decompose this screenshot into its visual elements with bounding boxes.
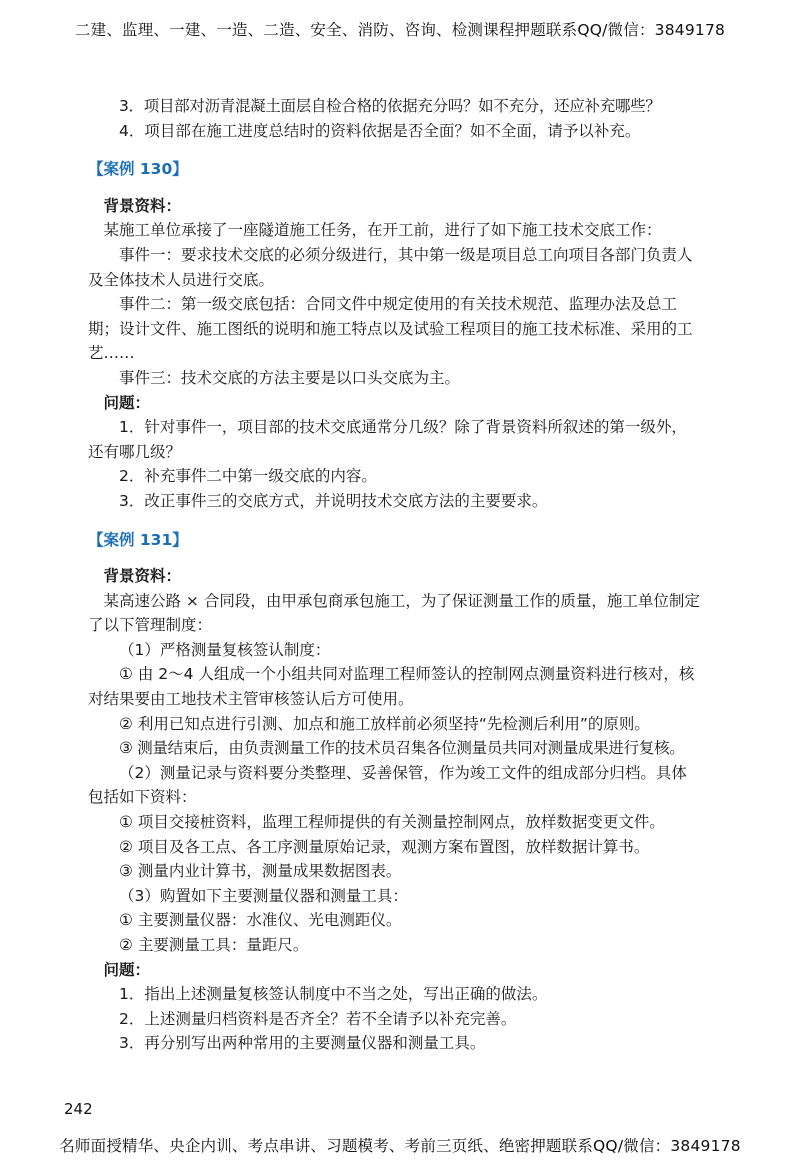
case-130-question-1: 1．针对事件一，项目部的技术交底通常分几级？除了背景资料所叙述的第一级外，还有哪几级？ <box>88 418 687 461</box>
case-130-intro: 某施工单位承接了一座隧道施工任务，在开工前，进行了如下施工技术交底工作： <box>103 221 662 240</box>
case-131-background-label: 背景资料： <box>103 567 182 586</box>
case-130-questions-label: 问题： <box>103 393 151 412</box>
case-131-s2-item-1: ① 项目交接桩资料，监理工程师提供的有关测量控制网点，放样数据变更文件。 <box>119 813 665 832</box>
page-content <box>88 94 700 1056</box>
case-131-s3-item-2: ② 主要测量工具：量距尺。 <box>119 936 309 954</box>
case-130-question-3: 3．改正事件三的交底方式，并说明技术交底方法的主要要求。 <box>119 491 548 510</box>
case-131-s2-item-3: ③ 测量内业计算书，测量成果数据图表。 <box>119 862 402 881</box>
case-131-question-1: 1．指出上述测量复核签认制度中不当之处，写出正确的做法。 <box>119 985 548 1004</box>
case-131-s1-item-1: ① 由 2～4 人组成一个小组共同对监理工程师签认的控制网点测量资料进行核对，核对结果要由工地技术主管审核签认后方可使用。 <box>88 665 695 709</box>
case-131-section-3: （3）购置如下主要测量仪器和测量工具： <box>119 886 408 905</box>
case-130-title: 【案例 130】 <box>88 160 188 179</box>
case-131-questions-label: 问题： <box>103 960 151 979</box>
header-banner: 二建、监理、一建、一造、二造、安全、消防、咨询、检测课程押题联系QQ/微信：3849178 <box>74 21 726 39</box>
case-131-question-2: 2．上述测量归档资料是否齐全？若不全请予以补充完善。 <box>119 1009 517 1028</box>
case-131-section-2: （2）测量记录与资料要分类整理、妥善保管，作为竣工文件的组成部分归档。具体包括如下资料： <box>88 763 687 807</box>
case-130-event-2: 事件二：第一级交底包括：合同文件中规定使用的有关技术规范、监理办法及总工期；设计文件、施工图纸的说明和施工特点以及试验工程项目的施工技术标准、采用的工艺…… <box>88 295 693 363</box>
case-131-question-3: 3．再分别写出两种常用的主要测量仪器和测量工具。 <box>119 1034 486 1053</box>
case-130-event-3: 事件三：技术交底的方法主要是以口头交底为主。 <box>119 368 461 387</box>
case-131-s2-item-2: ② 项目及各工点、各工序测量原始记录，观测方案布置图，放样数据计算书。 <box>119 837 650 856</box>
footer-banner: 名师面授精华、央企内训、考点串讲、习题模考、考前三页纸、绝密押题联系QQ/微信：3849178 <box>59 1137 741 1155</box>
case-131-section-1: （1）严格测量复核签认制度： <box>119 640 331 659</box>
prev-question-4: 4．项目部在施工进度总结时的资料依据是否全面？如不全面，请予以补充。 <box>119 121 641 140</box>
case-130-question-2: 2．补充事件二中第一级交底的内容。 <box>119 467 377 486</box>
case-131-s1-item-2: ② 利用已知点进行引测、加点和施工放样前必须坚持“先检测后利用”的原则。 <box>119 714 650 733</box>
case-131-title: 【案例 131】 <box>88 530 188 549</box>
case-130-event-1: 事件一：要求技术交底的必须分级进行，其中第一级是项目总工向项目各部门负责人及全体技术人员进行交底。 <box>88 245 693 289</box>
case-130-background-label: 背景资料： <box>103 196 182 215</box>
case-131-s1-item-3: ③ 测量结束后，由负责测量工作的技术员召集各位测量员共同对测量成果进行复核。 <box>119 739 685 758</box>
case-131-intro: 某高速公路 × 合同段，由甲承包商承包施工，为了保证测量工作的质量，施工单位制定了以下管理制度： <box>88 591 700 635</box>
case-131-s3-item-1: ① 主要测量仪器：水准仪、光电测距仪。 <box>119 911 402 930</box>
page-number: 242 <box>64 1100 93 1118</box>
prev-question-3: 3．项目部对沥青混凝土面层自检合格的依据充分吗？如不充分，还应补充哪些？ <box>119 97 661 115</box>
